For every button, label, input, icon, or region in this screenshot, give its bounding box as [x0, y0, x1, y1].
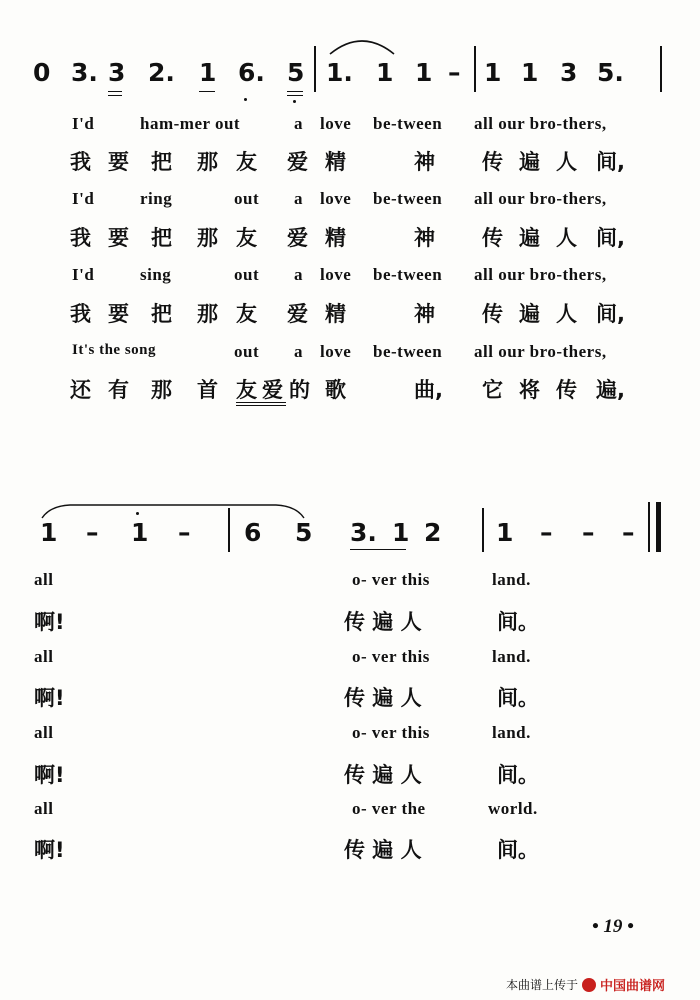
lyric-char: 的 — [289, 378, 310, 402]
lyric-char: 将 — [519, 378, 540, 402]
site-logo-icon — [582, 978, 596, 992]
note: 2. — [148, 58, 175, 87]
lyric-char: 它 — [482, 378, 503, 402]
lyric-char: 爱 — [287, 226, 308, 250]
page-number: • 19 • — [592, 916, 634, 937]
lyric-word: land. — [492, 647, 531, 666]
lyric-word: sing — [140, 265, 172, 284]
lyric-char: 精 — [325, 302, 346, 326]
lyric-char: 精 — [325, 226, 346, 250]
note: 1 — [40, 518, 58, 547]
note: 1. — [326, 58, 353, 87]
lyric-char: 间, — [596, 302, 625, 326]
beam-mark — [108, 95, 122, 96]
lyric-word: I'd — [72, 189, 95, 208]
lyric-word: all — [34, 799, 54, 818]
final-barline-thin — [648, 502, 650, 552]
lyric-char: 神 — [414, 302, 435, 326]
lyric-char: 人 — [556, 150, 577, 174]
lyric-char: 那 — [197, 150, 218, 174]
site-name[interactable]: 中国曲谱网 — [600, 979, 666, 994]
lyric-char: 间。 — [497, 763, 539, 787]
lyric-char: 传 遍 人 — [344, 610, 422, 634]
lyric-word: love — [320, 265, 352, 284]
lyric-char: 友 — [236, 378, 257, 402]
lyric-word: a — [294, 342, 303, 361]
lyric-word: o- ver this — [352, 570, 430, 589]
note: 1 — [376, 58, 394, 87]
lyric-word: all — [34, 570, 54, 589]
beam-mark — [199, 91, 215, 92]
lyric-word: world. — [488, 799, 538, 818]
lyric-char: 遍, — [596, 378, 625, 402]
lyric-char: 传 遍 人 — [344, 838, 422, 862]
lyric-char: 把 — [151, 150, 172, 174]
lyric-char: 遍 — [519, 302, 540, 326]
lyric-char: 要 — [108, 302, 129, 326]
lyric-char: 间, — [596, 226, 625, 250]
lyric-char: 人 — [556, 302, 577, 326]
lyric-char: 啊! — [34, 763, 65, 787]
lyric-word: I'd — [72, 265, 95, 284]
note: 5 — [295, 518, 313, 547]
lyric-char: 啊! — [34, 686, 65, 710]
lyric-word: love — [320, 114, 352, 133]
lyric-char: 爱 — [287, 302, 308, 326]
note: 1 — [496, 518, 514, 547]
lyric-word: all our bro-thers, — [474, 265, 607, 284]
lyric-char: 首 — [197, 378, 218, 402]
note: – — [622, 518, 635, 547]
note: 0 — [33, 58, 51, 87]
barline — [482, 508, 484, 552]
note: 1 — [392, 518, 410, 547]
lyric-word: o- ver the — [352, 799, 426, 818]
lyric-word: all our bro-thers, — [474, 189, 607, 208]
lyric-char: 那 — [151, 378, 172, 402]
lyric-word: I'd — [72, 114, 95, 133]
note: – — [448, 58, 461, 87]
lyric-word: all — [34, 723, 54, 742]
note: 1 — [131, 518, 149, 547]
note: 6. — [238, 58, 265, 87]
lyric-char: 神 — [414, 150, 435, 174]
lyric-word: a — [294, 189, 303, 208]
lyric-char: 我 — [70, 226, 91, 250]
lyric-char: 传 遍 人 — [344, 686, 422, 710]
beam-mark — [287, 95, 303, 96]
lyric-char: 间, — [596, 150, 625, 174]
lyric-char: 遍 — [519, 226, 540, 250]
lyric-word: land. — [492, 570, 531, 589]
lyric-word: all — [34, 647, 54, 666]
watermark-text: 本曲谱上传于 — [506, 978, 579, 992]
lyric-word: all our bro-thers, — [474, 114, 607, 133]
lyric-char: 传 — [482, 150, 503, 174]
lyric-char: 间。 — [497, 610, 539, 634]
lyric-char: 把 — [151, 302, 172, 326]
note: 1 — [521, 58, 539, 87]
lyric-word: love — [320, 189, 352, 208]
lyric-char: 我 — [70, 150, 91, 174]
final-barline-thick — [656, 502, 661, 552]
slur-mark — [40, 500, 306, 520]
lyric-char: 还 — [70, 378, 91, 402]
note: – — [86, 518, 99, 547]
octave-dot — [293, 100, 296, 103]
lyric-char: 有 — [108, 378, 129, 402]
barline — [474, 46, 476, 92]
note: – — [540, 518, 553, 547]
slur-mark — [328, 34, 396, 56]
footer-watermark — [506, 975, 665, 994]
lyric-char: 歌 — [325, 378, 346, 402]
lyric-char: 我 — [70, 302, 91, 326]
lyric-word: a — [294, 114, 303, 133]
lyric-word: be-tween — [373, 114, 443, 133]
lyric-word: out — [234, 189, 260, 208]
octave-dot — [136, 512, 139, 515]
lyric-word: be-tween — [373, 265, 443, 284]
lyric-char: 友 — [236, 302, 257, 326]
note: 5. — [597, 58, 624, 87]
barline — [314, 46, 316, 92]
barline — [228, 508, 230, 552]
note: 3 — [108, 58, 126, 87]
lyric-char: 间。 — [497, 838, 539, 862]
lyric-char: 传 遍 人 — [344, 763, 422, 787]
lyric-char: 曲, — [414, 378, 443, 402]
lyric-word: be-tween — [373, 189, 443, 208]
lyric-word: out — [234, 265, 260, 284]
octave-dot — [244, 98, 247, 101]
note: – — [582, 518, 595, 547]
lyric-char: 啊! — [34, 838, 65, 862]
lyric-char: 间。 — [497, 686, 539, 710]
lyric-word: o- ver this — [352, 723, 430, 742]
lyric-char: 爱 — [262, 378, 283, 402]
lyric-word: be-tween — [373, 342, 443, 361]
note: – — [178, 518, 191, 547]
barline — [660, 46, 662, 92]
lyric-char: 爱 — [287, 150, 308, 174]
beam-mark — [287, 91, 303, 92]
note: 3. — [71, 58, 98, 87]
lyric-underline — [236, 405, 286, 406]
lyric-char: 那 — [197, 302, 218, 326]
lyric-word: land. — [492, 723, 531, 742]
lyric-char: 遍 — [519, 150, 540, 174]
note: 1 — [484, 58, 502, 87]
lyric-char: 友 — [236, 226, 257, 250]
lyric-word: a — [294, 265, 303, 284]
beam-mark — [108, 91, 122, 92]
note: 1 — [199, 58, 217, 87]
lyric-char: 传 — [482, 302, 503, 326]
note: 1 — [415, 58, 433, 87]
lyric-char: 传 — [556, 378, 577, 402]
note: 3 — [560, 58, 578, 87]
note: 2 — [424, 518, 442, 547]
lyric-char: 友 — [236, 150, 257, 174]
lyric-word: ham-mer out — [140, 114, 241, 133]
lyric-char: 那 — [197, 226, 218, 250]
beam-mark — [350, 549, 406, 550]
lyric-char: 啊! — [34, 610, 65, 634]
lyric-word: all our bro-thers, — [474, 342, 607, 361]
lyric-char: 人 — [556, 226, 577, 250]
note: 5 — [287, 58, 305, 87]
lyric-char: 把 — [151, 226, 172, 250]
lyric-word: It's the song — [72, 342, 157, 358]
lyric-char: 传 — [482, 226, 503, 250]
lyric-char: 精 — [325, 150, 346, 174]
note: 6 — [244, 518, 262, 547]
lyric-word: ring — [140, 189, 173, 208]
lyric-word: out — [234, 342, 260, 361]
note: 3. — [350, 518, 377, 547]
lyric-char: 神 — [414, 226, 435, 250]
lyric-word: o- ver this — [352, 647, 430, 666]
lyric-char: 要 — [108, 150, 129, 174]
lyric-char: 要 — [108, 226, 129, 250]
lyric-underline — [236, 402, 286, 403]
lyric-word: love — [320, 342, 352, 361]
